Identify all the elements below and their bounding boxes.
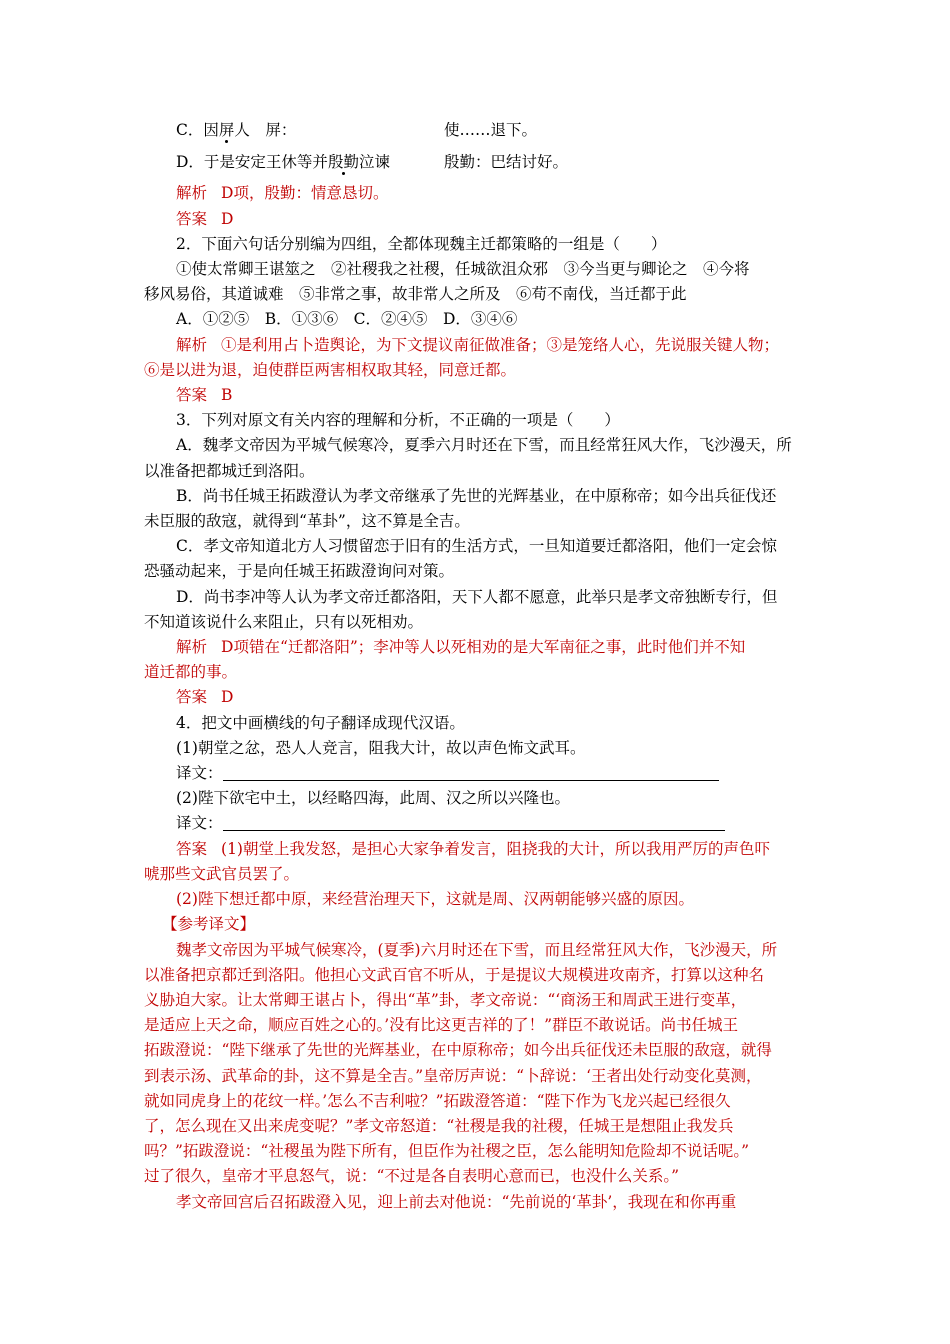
analysis-label: 解析	[176, 638, 208, 657]
q1-analysis	[144, 181, 810, 206]
q4-answer-1-line-1: (1)朝堂上我发怒，是担心大家争着发言，阻挠我的大计，所以我用严厉的声色吓	[221, 839, 770, 858]
q1-option-d-definition: 殷勤：巴结讨好。	[444, 153, 569, 172]
q4-answer-2: (2)陛下想迁都中原，来经营治理天下，这就是周、汉两朝能够兴盛的原因。	[176, 890, 694, 909]
q2-analysis-text-1: ①是利用占卜造舆论，为下文提议南征做准备；③是笼络人心，先说服关键人物；	[221, 335, 780, 354]
q4-translation-1	[144, 761, 810, 786]
q2-stem: 2．下面六句话分别编为四组，全都体现魏主迁都策略的一组是（ ）	[176, 234, 667, 253]
q3-option-d-line-1: D．尚书李冲等人认为孝文帝迁都洛阳，天下人都不愿意，此举只是孝文帝独断专行，但	[176, 587, 778, 606]
answer-label: 答案	[176, 839, 208, 858]
q3-option-a-line-1: A．魏孝文帝因为平城气候寒冷，夏季六月时还在下雪，而且经常狂风大作，飞沙漫天，所	[176, 436, 792, 455]
q2-items-line-2: 移风易俗，其道诚难 ⑤非常之事，故非常人之所及 ⑥苟不南伐，当迁都于此	[144, 285, 687, 304]
q3-option-b-line-1: B．尚书任城王拓跋澄认为孝文帝继承了先世的光辉基业，在中原称帝；如今出兵征伐还	[176, 486, 777, 505]
q2-answer-value: B	[221, 386, 233, 405]
answer-label: 答案	[176, 688, 208, 707]
reference-heading: 【参考译文】	[162, 915, 256, 934]
reference-p1-line-8: 了，怎么现在又出来虎变呢？”孝文帝怒道：“社稷是我的社稷，任城王是想阻止我发兵	[144, 1116, 734, 1135]
q2-answer	[144, 383, 810, 408]
reference-p1-line-1: 魏孝文帝因为平城气候寒冷，(夏季)六月时还在下雪，而且经常狂风大作，飞沙漫天，所	[176, 940, 778, 959]
reference-p1-line-3: 义胁迫大家。让太常卿王谌占卜，得出“革”卦，孝文帝说：“‘商汤王和周武王进行变革，	[144, 990, 747, 1009]
q3-answer-value: D	[221, 688, 234, 707]
reference-p1-line-4: 是适应上天之命，顺应百姓之心的。’没有比这更吉祥的了！”群臣不敢说话。尚书任城王	[144, 1016, 739, 1035]
answer-label: 答案	[176, 209, 208, 228]
q3-stem: 3．下列对原文有关内容的理解和分析，不正确的一项是（ ）	[176, 411, 620, 430]
q2-items-line-1: ①使太常卿王谌筮之 ②社稷我之社稷，任城欲沮众邪 ③今当更与卿论之 ④今将	[176, 260, 750, 279]
translation-blank[interactable]	[223, 830, 725, 831]
q2-analysis	[144, 333, 810, 358]
q1-option-c-word: 人 屏：	[234, 121, 297, 139]
q3-option-d-line-2: 不知道该说什么来阻止，只有以死相劝。	[144, 612, 424, 631]
q3-analysis-line-2: 道迁都的事。	[144, 663, 238, 682]
document-page	[144, 118, 810, 1215]
q1-option-d-dotted-word: 殷勤	[327, 153, 359, 172]
q1-option-c-prefix: C．因	[176, 121, 219, 139]
reference-p1-line-9: 吗？”拓跋澄说：“社稷虽为陛下所有，但臣作为社稷之臣，怎么能明知危险却不说话呢。”	[144, 1142, 750, 1161]
q1-option-c-dotted-word: 屏	[218, 121, 235, 139]
analysis-label: 解析	[176, 335, 208, 354]
reference-p1-line-7: 就如同虎身上的花纹一样。’怎么不吉利啦？”拓跋澄答道：“陛下作为飞龙兴起已经很久	[144, 1091, 731, 1110]
reference-p1-line-5: 拓跋澄说：“陛下继承了先世的光辉基业，在中原称帝；如今出兵征伐还未臣服的敌寇，就得	[144, 1041, 772, 1060]
q1-answer-value: D	[221, 209, 234, 228]
q1-option-c-definition: 使……退下。	[444, 121, 538, 139]
q3-answer	[144, 685, 810, 710]
q4-sentence-1: (1)朝堂之忿，恐人人竞言，阻我大计，故以声色怖文武耳。	[176, 738, 586, 757]
q3-analysis-text-1: D项错在“迁都洛阳”；李冲等人以死相劝的是大军南征之事，此时他们并不知	[221, 638, 746, 657]
q4-answer	[144, 837, 810, 862]
reference-p1-line-6: 到表示汤、武革命的卦，这不算是全吉。”皇帝厉声说：“卜辞说：‘王者出处行动变化莫测，	[144, 1066, 762, 1085]
q1-option-c	[144, 118, 810, 143]
reference-p2-line-1: 孝文帝回宫后召拓跋澄入见，迎上前去对他说：“先前说的‘革卦’，我现在和你再重	[176, 1192, 737, 1211]
q4-translation-2	[144, 811, 810, 836]
q4-stem: 4．把文中画横线的句子翻译成现代汉语。	[176, 713, 465, 732]
q1-analysis-text: D项，殷勤：情意恳切。	[221, 184, 389, 203]
reference-p1-line-10: 过了很久，皇帝才平息怒气，说：“不过是各自表明心意而已，也没什么关系。”	[144, 1167, 680, 1186]
q1-option-d	[144, 150, 810, 175]
translation-label: 译文：	[176, 814, 223, 833]
q3-option-b-line-2: 未臣服的敌寇，就得到“革卦”，这不算是全吉。	[144, 512, 470, 531]
q2-analysis-line-2: ⑥是以进为退，迫使群臣两害相权取其轻，同意迁都。	[144, 360, 517, 379]
q3-option-c-line-2: 恐骚动起来，于是向任城王拓跋澄询问对策。	[144, 562, 455, 581]
q1-option-d-suffix: 泣谏	[358, 153, 390, 172]
q4-sentence-2: (2)陛下欲宅中土，以经略四海，此周、汉之所以兴隆也。	[176, 789, 570, 808]
q4-answer-1-line-2: 唬那些文武官员罢了。	[144, 864, 300, 883]
translation-blank[interactable]	[223, 780, 719, 781]
reference-p1-line-2: 以准备把京都迁到洛阳。他担心文武百官不听从，于是提议大规模进攻南齐，打算以这种名	[144, 965, 765, 984]
q3-option-a-line-2: 以准备把都城迁到洛阳。	[144, 461, 315, 480]
q3-option-c-line-1: C．孝文帝知道北方人习惯留恋于旧有的生活方式，一旦知道要迁都洛阳，他们一定会惊	[176, 537, 777, 556]
q3-analysis	[144, 635, 810, 660]
q1-answer	[144, 207, 810, 232]
translation-label: 译文：	[176, 764, 223, 783]
q1-option-d-prefix: D．于是安定王休等并	[176, 153, 328, 172]
q2-options: A．①②⑤ B．①③⑥ C．②④⑤ D．③④⑥	[176, 310, 518, 329]
answer-label: 答案	[176, 386, 208, 405]
analysis-label: 解析	[176, 184, 208, 203]
